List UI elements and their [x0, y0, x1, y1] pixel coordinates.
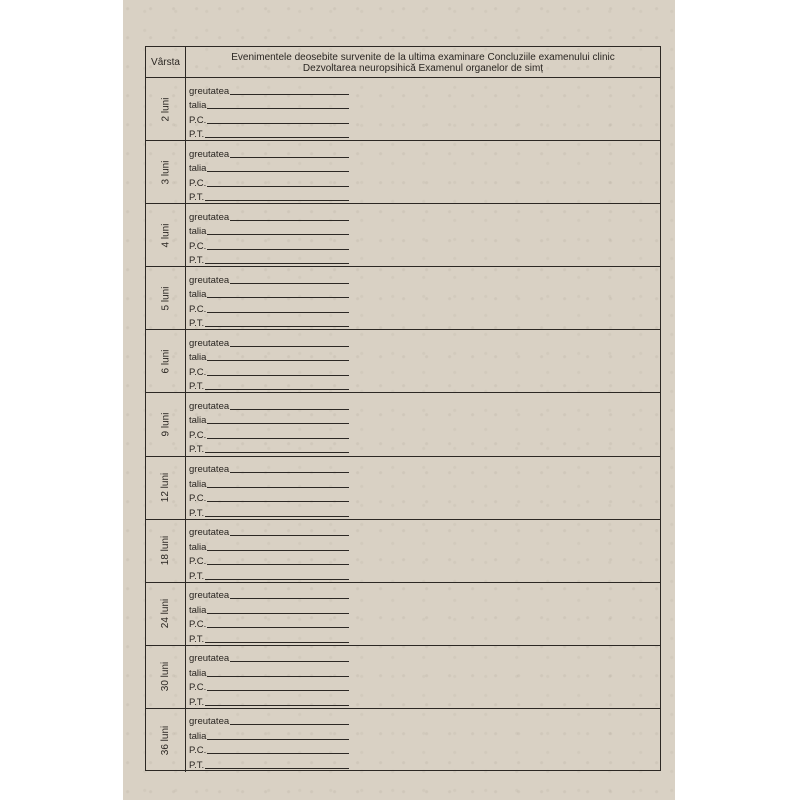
pt-blank[interactable]	[205, 443, 349, 453]
pt-label: P.T.	[189, 507, 205, 519]
height-label: talia	[189, 226, 207, 238]
pc-label: P.C.	[189, 556, 207, 568]
pt-label: P.T.	[189, 381, 205, 393]
height-blank[interactable]	[207, 730, 349, 740]
height-label: talia	[189, 541, 207, 553]
pc-blank[interactable]	[207, 429, 349, 439]
pc-label: P.C.	[189, 619, 207, 631]
age-cell	[146, 78, 186, 140]
age-label: 24 luni	[160, 599, 171, 629]
age-cell	[146, 520, 186, 582]
weight-blank[interactable]	[230, 400, 349, 410]
weight-blank[interactable]	[230, 652, 349, 662]
pc-label: P.C.	[189, 303, 207, 315]
weight-blank[interactable]	[230, 274, 349, 284]
pt-field[interactable]	[189, 315, 349, 330]
age-cell	[146, 583, 186, 645]
pt-field[interactable]	[189, 189, 349, 204]
pt-label: P.T.	[189, 318, 205, 330]
pt-field[interactable]	[189, 567, 349, 582]
pt-blank[interactable]	[205, 507, 349, 517]
age-row	[146, 646, 660, 709]
weight-label: greutatea	[189, 464, 230, 476]
pt-label: P.T.	[189, 570, 205, 582]
pc-label: P.C.	[189, 114, 207, 126]
weight-field[interactable]	[189, 208, 349, 223]
height-label: talia	[189, 163, 207, 175]
weight-blank[interactable]	[230, 148, 349, 158]
pt-field[interactable]	[189, 630, 349, 645]
weight-label: greutatea	[189, 274, 230, 286]
age-row	[146, 393, 660, 456]
pc-blank[interactable]	[207, 555, 349, 565]
pc-blank[interactable]	[207, 114, 349, 124]
age-column-header	[146, 47, 186, 77]
height-field[interactable]	[189, 349, 349, 364]
measurement-fields	[189, 82, 349, 140]
height-label: talia	[189, 604, 207, 616]
weight-field[interactable]	[189, 587, 349, 602]
height-field[interactable]	[189, 664, 349, 679]
weight-blank[interactable]	[230, 526, 349, 536]
height-blank[interactable]	[207, 99, 349, 109]
height-blank[interactable]	[207, 162, 349, 172]
height-field[interactable]	[189, 160, 349, 175]
height-blank[interactable]	[207, 541, 349, 551]
weight-field[interactable]	[189, 334, 349, 349]
age-label: 4 luni	[160, 223, 171, 248]
pc-blank[interactable]	[207, 303, 349, 313]
weight-blank[interactable]	[230, 715, 349, 725]
age-label: 30 luni	[160, 662, 171, 692]
pc-field[interactable]	[189, 237, 349, 252]
height-blank[interactable]	[207, 288, 349, 298]
age-cell	[146, 646, 186, 708]
pt-label: P.T.	[189, 129, 205, 140]
weight-label: greutatea	[189, 211, 230, 223]
height-blank[interactable]	[207, 478, 349, 488]
pc-blank[interactable]	[207, 681, 349, 691]
pc-label: P.C.	[189, 240, 207, 252]
weight-blank[interactable]	[230, 589, 349, 599]
pc-blank[interactable]	[207, 492, 349, 502]
pt-field[interactable]	[189, 756, 349, 771]
height-blank[interactable]	[207, 604, 349, 614]
age-cell	[146, 141, 186, 203]
pt-blank[interactable]	[205, 191, 349, 201]
weight-label: greutatea	[189, 653, 230, 665]
pt-blank[interactable]	[205, 696, 349, 706]
weight-label: greutatea	[189, 148, 230, 160]
height-field[interactable]	[189, 412, 349, 427]
age-row	[146, 267, 660, 330]
pt-field[interactable]	[189, 126, 349, 141]
weight-blank[interactable]	[230, 211, 349, 221]
pc-field[interactable]	[189, 490, 349, 505]
height-field[interactable]	[189, 727, 349, 742]
height-label: talia	[189, 415, 207, 427]
age-row	[146, 520, 660, 583]
age-label: 3 luni	[160, 160, 171, 185]
height-blank[interactable]	[207, 667, 349, 677]
pt-blank[interactable]	[205, 317, 349, 327]
pc-label: P.C.	[189, 429, 207, 441]
pc-label: P.C.	[189, 493, 207, 505]
pt-blank[interactable]	[205, 254, 349, 264]
weight-field[interactable]	[189, 145, 349, 160]
age-row	[146, 78, 660, 141]
exam-header-line-1: Evenimentele deosebite survenite de la ultima examinare Concluziile examenului clinic	[231, 52, 615, 63]
height-label: talia	[189, 478, 207, 490]
weight-field[interactable]	[189, 461, 349, 476]
weight-label: greutatea	[189, 400, 230, 412]
weight-label: greutatea	[189, 527, 230, 539]
height-label: talia	[189, 352, 207, 364]
pc-label: P.C.	[189, 366, 207, 378]
age-row	[146, 204, 660, 267]
pt-blank[interactable]	[205, 128, 349, 138]
age-cell	[146, 330, 186, 392]
height-label: talia	[189, 289, 207, 301]
height-field[interactable]	[189, 538, 349, 553]
pt-label: P.T.	[189, 633, 205, 645]
weight-label: greutatea	[189, 85, 230, 97]
pt-label: P.T.	[189, 759, 205, 771]
measurement-fields	[189, 461, 349, 519]
pt-label: P.T.	[189, 192, 205, 204]
pc-field[interactable]	[189, 174, 349, 189]
height-label: talia	[189, 730, 207, 742]
weight-label: greutatea	[189, 337, 230, 349]
height-field[interactable]	[189, 601, 349, 616]
pc-field[interactable]	[189, 553, 349, 568]
age-cell	[146, 393, 186, 455]
height-label: talia	[189, 100, 207, 111]
age-cell	[146, 457, 186, 519]
weight-blank[interactable]	[230, 463, 349, 473]
age-label: 18 luni	[160, 535, 171, 566]
pt-field[interactable]	[189, 441, 349, 456]
pc-blank[interactable]	[207, 618, 349, 628]
growth-record-form	[145, 46, 661, 771]
pc-field[interactable]	[189, 742, 349, 757]
age-column-header-label: Vârsta	[151, 56, 180, 68]
age-label: 36 luni	[160, 725, 171, 756]
height-label: talia	[189, 667, 207, 679]
age-cell	[146, 709, 186, 772]
measurement-fields	[189, 271, 349, 329]
age-label: 5 luni	[160, 286, 171, 311]
pt-label: P.T.	[189, 255, 205, 267]
pc-blank[interactable]	[207, 366, 349, 376]
weight-label: greutatea	[189, 590, 230, 602]
measurement-fields	[189, 650, 349, 708]
measurement-fields	[189, 334, 349, 392]
weight-field[interactable]	[189, 397, 349, 412]
pc-field[interactable]	[189, 679, 349, 694]
height-field[interactable]	[189, 97, 349, 112]
exam-column-header	[186, 47, 660, 77]
age-label: 6 luni	[160, 349, 171, 374]
pt-field[interactable]	[189, 378, 349, 393]
weight-label: greutatea	[189, 716, 230, 728]
exam-header-line-2: Dezvoltarea neuropsihică Examenul organelor de simț	[302, 62, 544, 74]
height-field[interactable]	[189, 286, 349, 301]
measurement-fields	[189, 713, 349, 771]
age-cell	[146, 204, 186, 266]
weight-blank[interactable]	[230, 337, 349, 347]
height-blank[interactable]	[207, 351, 349, 361]
pc-field[interactable]	[189, 616, 349, 631]
pt-label: P.T.	[189, 444, 205, 456]
pt-field[interactable]	[189, 252, 349, 267]
age-label: 12 luni	[160, 472, 171, 503]
pc-blank[interactable]	[207, 177, 349, 187]
height-field[interactable]	[189, 475, 349, 490]
pc-field[interactable]	[189, 300, 349, 315]
pc-field[interactable]	[189, 426, 349, 441]
height-blank[interactable]	[207, 414, 349, 424]
age-row	[146, 457, 660, 520]
age-cell	[146, 267, 186, 329]
pt-label: P.T.	[189, 696, 205, 708]
pc-blank[interactable]	[207, 744, 349, 754]
measurement-fields	[189, 587, 349, 645]
age-row	[146, 330, 660, 393]
height-blank[interactable]	[207, 225, 349, 235]
pt-blank[interactable]	[205, 633, 349, 643]
measurement-fields	[189, 145, 349, 203]
pt-blank[interactable]	[205, 759, 349, 769]
weight-field[interactable]	[189, 524, 349, 539]
measurement-fields	[189, 208, 349, 266]
pt-blank[interactable]	[205, 380, 349, 390]
weight-field[interactable]	[189, 713, 349, 728]
pc-blank[interactable]	[207, 240, 349, 250]
measurement-fields	[189, 397, 349, 455]
pc-field[interactable]	[189, 363, 349, 378]
age-label: 2 luni	[160, 97, 171, 121]
height-field[interactable]	[189, 223, 349, 238]
weight-field[interactable]	[189, 82, 349, 97]
pt-blank[interactable]	[205, 570, 349, 580]
weight-field[interactable]	[189, 650, 349, 665]
weight-field[interactable]	[189, 271, 349, 286]
age-label: 9 luni	[160, 412, 171, 437]
pc-field[interactable]	[189, 111, 349, 126]
age-row	[146, 709, 660, 772]
measurement-fields	[189, 524, 349, 582]
pt-field[interactable]	[189, 504, 349, 519]
age-row	[146, 583, 660, 646]
age-row	[146, 141, 660, 204]
pt-field[interactable]	[189, 693, 349, 708]
pc-label: P.C.	[189, 682, 207, 694]
weight-blank[interactable]	[230, 85, 349, 95]
age-rows	[146, 78, 660, 770]
pc-label: P.C.	[189, 177, 207, 189]
pc-label: P.C.	[189, 745, 207, 757]
